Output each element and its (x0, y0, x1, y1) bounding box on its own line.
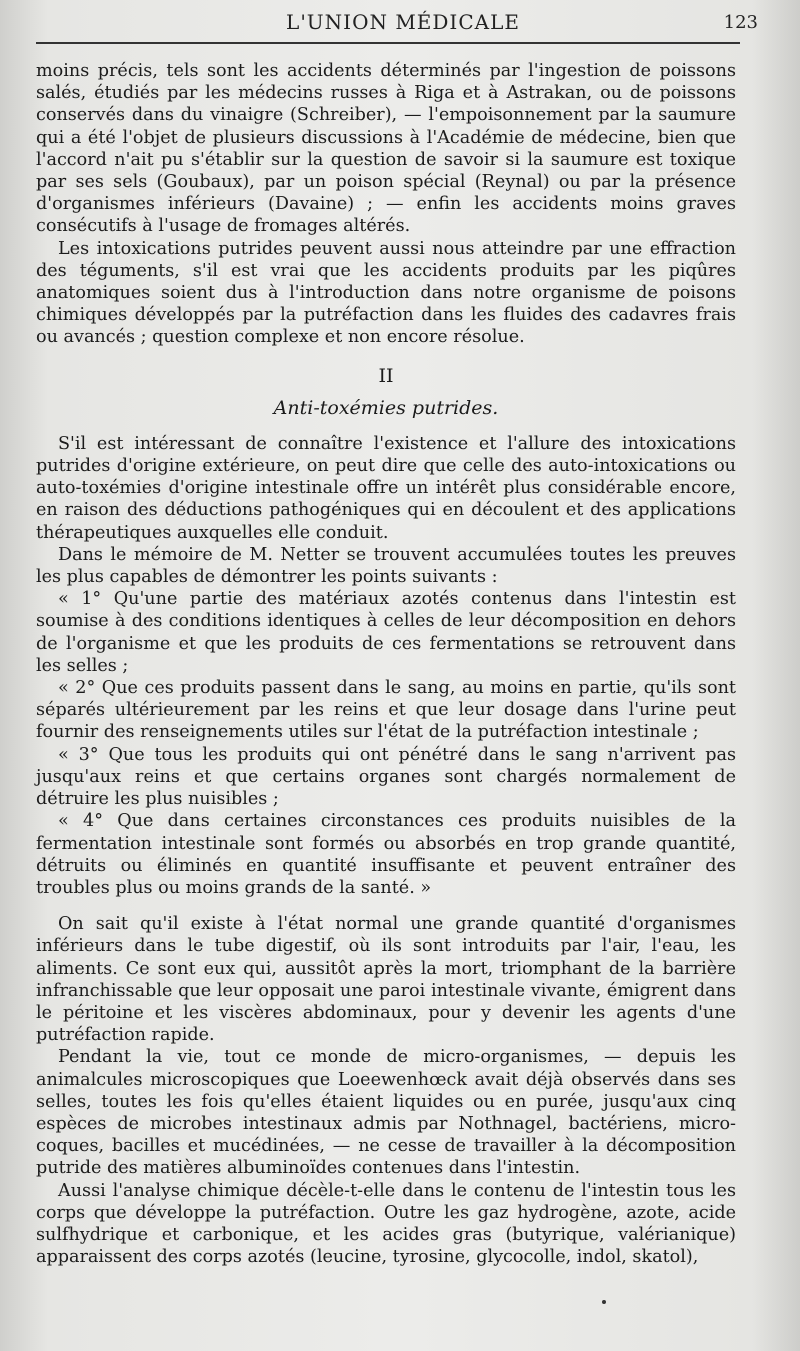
header-rule (36, 42, 740, 44)
running-head (36, 8, 770, 38)
paragraph-4: Dans le mémoire de M. Netter se trouvent accumulées toutes les preuves les plus capables de démontrer les points suivants : (36, 544, 736, 588)
paragraph-6: « 2° Que ces produits passent dans le sang, au moins en partie, qu'ils sont séparés ultérieurement par les reins et que leur dosage dans l'urine peut fournir des renseignements utiles sur l'état de la putréfaction intestinale ; (36, 678, 736, 743)
paragraph-9: On sait qu'il existe à l'état normal une grande quantité d'organismes inférieurs dans le tube digestif, où ils sont introduits par l'air, l'eau, les aliments. Ce sont eux qui, aussitôt après la mort, triomphant de la barrière infranchissable que leur opposait une paroi intestinale vivante, émigrent dans le péritoine et les viscères abdominaux, pour y devenir les agents d'une putréfaction rapide. (36, 914, 736, 1046)
ink-dot (602, 1300, 606, 1304)
running-title: L'UNION MÉDICALE (286, 10, 520, 34)
paragraph-10: Pendant la vie, tout ce monde de micro-organismes, — depuis les animalcules microscopiques que Loeewenhœck avait déjà observés dans ses selles, toutes les fois qu'elles étaient liquides ou en purée, jusqu'aux cinq espèces de microbes intestinaux admis par Nothnagel, bactériens, micro-coques, bacilles et mucédinées, — ne cesse de travailler à la décomposition putride des matières albuminoïdes contenues dans l'intestin. (36, 1047, 736, 1179)
page-body (36, 60, 736, 1268)
paragraph-11: Aussi l'analyse chimique décèle-t-elle dans le contenu de l'intestin tous les corps que développe la putréfaction. Outre les gaz hydrogène, azote, acide sulfhydrique et carbonique, et les acides gras (butyrique, valérianique) apparaissent des corps azotés (leucine, tyrosine, glycocolle, indol, skatol), (36, 1180, 736, 1268)
paragraph-8: « 4° Que dans certaines circonstances ces produits nuisibles de la fermentation intestinale sont formés ou absorbés en trop grande quantité, détruits ou éliminés en quantité insuffisante et peuvent entraîner des troubles plus ou moins grands de la santé. » (36, 811, 736, 898)
paragraph-2: Les intoxications putrides peuvent aussi nous atteindre par une effraction des téguments, s'il est vrai que les accidents produits par les piqûres anatomiques soient dus à l'introduction dans notre organisme de poisons chimiques développés par la putréfaction dans les fluides des cadavres frais ou avancés ; question complexe et non encore résolue. (36, 238, 736, 348)
section-numeral: II (378, 364, 394, 387)
paragraph-5: « 1° Qu'une partie des matériaux azotés contenus dans l'intestin est soumise à des conditions identiques à celles de leur décomposition en dehors de l'organisme et que les produits de ces fermentations se retrouvent dans les selles ; (36, 589, 736, 676)
paragraph-1: moins précis, tels sont les accidents déterminés par l'ingestion de poissons salés, étudiés par les médecins russes à Riga et à Astrakan, ou de poissons conservés dans du vinaigre (Schreiber), — l'empoisonnement par la saumure qui a été l'objet de plusieurs discussions à l'Académie de médecine, bien que l'accord n'ait pu s'établir sur la question de savoir si la saumure est toxique par ses sels (Goubaux), par un poison spécial (Reynal) ou par la présence d'organismes inférieurs (Davaine) ; — enfin les accidents moins graves consécutifs à l'usage de fromages altérés. (36, 61, 736, 237)
paragraph-3: S'il est intéressant de connaître l'existence et l'allure des intoxications putrides d'origine extérieure, on peut dire que celle des auto-intoxications ou auto-toxémies d'origine intestinale offre un intérêt plus considérable encore, en raison des déductions pathogéniques qui en découlent et des applications thérapeutiques auxquelles elle conduit. (36, 433, 736, 543)
section-title: Anti-toxémies putrides. (273, 396, 499, 419)
paragraph-7: « 3° Que tous les produits qui ont pénétré dans le sang n'arrivent pas jusqu'aux reins et que certains organes sont chargés normalement de détruire les plus nuisibles ; (36, 744, 736, 810)
paragraph-gap (36, 899, 736, 913)
page-number: 123 (723, 12, 758, 33)
